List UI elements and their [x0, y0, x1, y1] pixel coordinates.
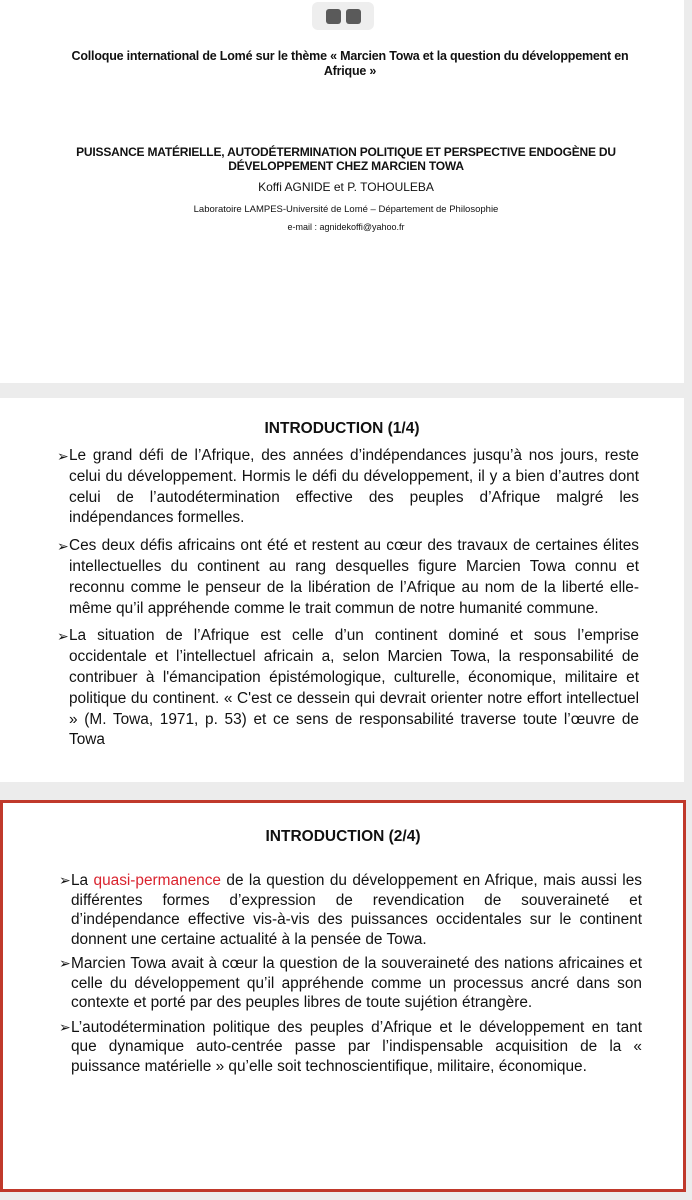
- arrow-bullet-icon: ➢: [59, 955, 71, 971]
- list-item: [59, 871, 642, 949]
- introduction-slide-2-selected[interactable]: [0, 800, 686, 1192]
- arrow-bullet-icon: ➢: [59, 1018, 71, 1035]
- arrow-bullet-icon: ➢: [57, 538, 69, 555]
- list-item: [59, 1018, 642, 1077]
- list-item: [57, 446, 639, 529]
- slide-title: INTRODUCTION (2/4): [265, 828, 421, 845]
- title-slide: [0, 0, 684, 383]
- highlighted-term: quasi-permanence: [93, 872, 221, 889]
- slide-view-toggle-icon[interactable]: [312, 2, 374, 30]
- author-email: e-mail : agnidekoffi@yahoo.fr: [287, 222, 405, 232]
- slide-title: INTRODUCTION (1/4): [264, 420, 420, 437]
- arrow-bullet-icon: ➢: [57, 448, 69, 464]
- paper-title: PUISSANCE MATÉRIELLE, AUTODÉTERMINATION POLITIQUE ET PERSPECTIVE ENDOGÈNE DU DÉVELOPPEMENT CHEZ MARCIEN TOWA: [76, 145, 616, 173]
- bullet-list: [59, 871, 642, 1081]
- bullet-text-prefix: La: [71, 872, 94, 889]
- bullet-text: Marcien Towa avait à cœur la question de la souveraineté des nations africaines et celle du développement qu’il appréhende comme un processus ancré dans son contexte et porté par des peuples libres de toute sujétion étrangère.: [71, 955, 642, 1011]
- list-item: [57, 536, 639, 619]
- bullet-list: [57, 446, 639, 758]
- bullet-text-suffix: de la question du développement en Afrique, mais aussi les différentes formes d’expression de revendication de souveraineté et d’indépendance effective vis-à-vis des puissances occidentales sur le continent donnent une certaine actualité à la pensée de Towa.: [71, 872, 642, 948]
- bullet-text: Le grand défi de l’Afrique, des années d’indépendances jusqu’à nos jours, reste celui du développement. Hormis le défi du développement, il y a bien d’autres dont celui de l’autodétermination effective des peuples d’Afrique malgré les indépendances formelles.: [69, 447, 639, 527]
- square-icon: [346, 9, 361, 24]
- list-item: [59, 954, 642, 1013]
- list-item: [57, 626, 639, 751]
- bullet-text: La situation de l’Afrique est celle d’un continent dominé et sous l’emprise occidentale et l’intellectuel africain a, selon Marcien Towa, la responsabilité de contribuer à l'émancipation épistémologique, culturelle, économique, militaire et politique du continent. « C'est ce dessein qui devrait orienter notre effort intellectuel » (M. Towa, 1971, p. 53) et ce sens de responsabilité traverse toute l’œuvre de Towa: [69, 627, 639, 749]
- affiliation: Laboratoire LAMPES-Université de Lomé – Département de Philosophie: [193, 204, 499, 215]
- colloquium-heading: Colloque international de Lomé sur le thème « Marcien Towa et la question du développement en Afrique »: [71, 49, 629, 78]
- authors: Koffi AGNIDE et P. TOHOULEBA: [258, 180, 434, 194]
- arrow-bullet-icon: ➢: [59, 872, 71, 888]
- introduction-slide-1: [0, 398, 684, 782]
- bullet-text: L’autodétermination politique des peuples d’Afrique et le développement en tant que dynamique auto-centrée passe par l’indispensable acquisition de la « puissance matérielle » qu’elle soit technoscientifique, militaire, économique.: [71, 1018, 642, 1075]
- bullet-text: Ces deux défis africains ont été et restent au cœur des travaux de certaines élites intellectuelles du continent au rang desquelles figure Marcien Towa connu et reconnu comme le penseur de la libération de l’Afrique au nom de la liberté elle-même qu’il appréhende comme le trait commun de notre humanité commune.: [69, 537, 639, 617]
- square-icon: [326, 9, 341, 24]
- arrow-bullet-icon: ➢: [57, 628, 69, 645]
